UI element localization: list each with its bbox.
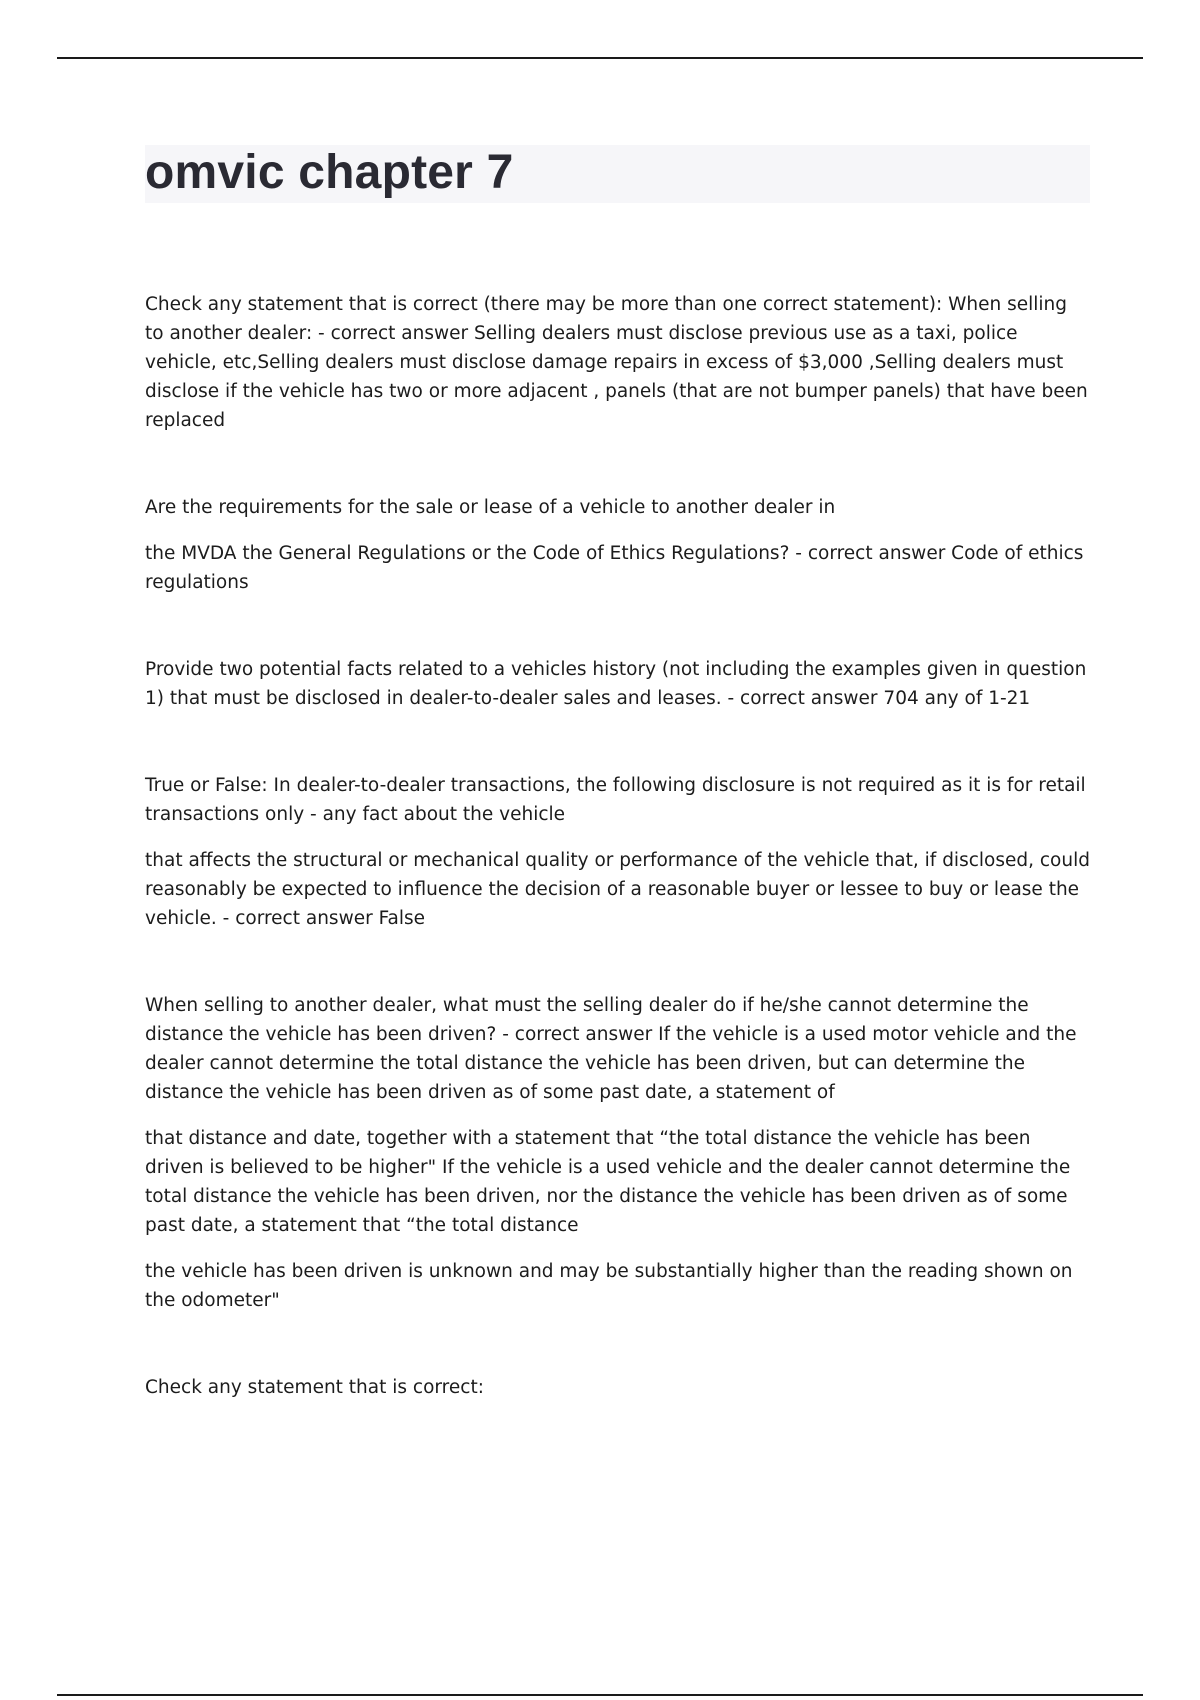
page-title: omvic chapter 7 [145,146,514,199]
qa-paragraph: True or False: In dealer-to-dealer transactions, the following disclosure is not required as it is for retail transactions only - any fact about the vehicle [145,775,1086,825]
qa-paragraph: that affects the structural or mechanical quality or performance of the vehicle that, if disclosed, could reasonably be expected to influence the decision of a reasonable buyer or lessee to buy or lease the vehicle. - correct answer False [145,850,1090,929]
qa-paragraph: Check any statement that is correct: [145,1377,484,1398]
qa-entry [145,493,1090,597]
qa-paragraph: When selling to another dealer, what must the selling dealer do if he/she cannot determine the distance the vehicle has been driven? - correct answer If the vehicle is a used motor vehicle and the dealer cannot determine the total distance the vehicle has been driven, but can determine the distance the vehicle has been driven as of some past date, a statement of [145,995,1077,1103]
qa-entry [145,771,1090,933]
top-rule [57,57,1143,59]
qa-paragraph: Check any statement that is correct (there may be more than one correct statement): When selling to another dealer: - correct answer Selling dealers must disclose previous use as a taxi, police vehicle, etc,Selling dealers must disclose damage repairs in excess of $3,000 ,Selling dealers must disclose if the vehicle has two or more adjacent , panels (that are not bumper panels) that have been replaced [145,294,1088,431]
qa-entry [145,1373,1090,1402]
qa-paragraph: Provide two potential facts related to a vehicles history (not including the examples given in question 1) that must be disclosed in dealer-to-dealer sales and leases. - correct answer 704 any of 1-21 [145,659,1087,709]
qa-paragraph: Are the requirements for the sale or lease of a vehicle to another dealer in [145,497,836,518]
bottom-rule [57,1694,1143,1696]
qa-entry [145,991,1090,1315]
qa-entry [145,655,1090,713]
qa-paragraph: that distance and date, together with a statement that “the total distance the vehicle has been driven is believed to be higher" If the vehicle is a used vehicle and the dealer cannot determine the total distance the vehicle has been driven, nor the distance the vehicle has been driven as of some past date, a statement that “the total distance [145,1128,1071,1236]
qa-paragraph: the vehicle has been driven is unknown and may be substantially higher than the reading shown on the odometer" [145,1261,1073,1311]
qa-paragraph: the MVDA the General Regulations or the Code of Ethics Regulations? - correct answer Code of ethics regulations [145,543,1084,593]
qa-entry [145,290,1090,435]
document-body [145,290,1090,1402]
